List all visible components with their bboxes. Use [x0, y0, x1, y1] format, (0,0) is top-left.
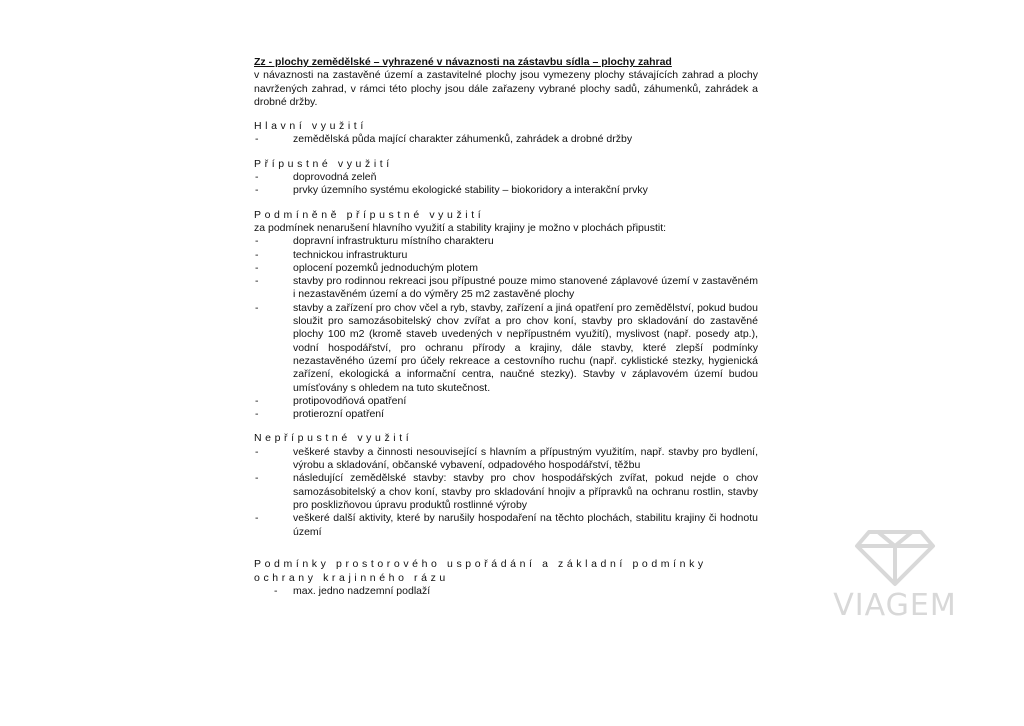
dash-marker: - [255, 301, 259, 314]
section-heading-prohibited-use: Nepřípustné využití [254, 432, 413, 445]
list-item [254, 171, 758, 184]
list-item [254, 249, 758, 262]
dash-marker: - [255, 235, 259, 248]
list-item-text: doprovodná zeleň [293, 171, 377, 184]
list-item-text: oplocení pozemků jednoduchým plotem [293, 261, 479, 274]
section-heading-permitted-use: Přípustné využití [254, 157, 393, 170]
list-item-text: zemědělská půda mající charakter záhumenků, zahrádek a drobné držby [293, 133, 633, 146]
list-item-text: technickou infrastrukturu [293, 248, 408, 261]
watermark-text: VIAGEM [833, 588, 957, 623]
dash-marker: - [255, 261, 259, 274]
list-item-text: následující zemědělské stavby: stavby pro chov hospodářských zvířat, pokud nejde o chov samozásobitelský a chov koní, stavby pro skladování hnojiv a přípravků na ochranu rostlin, stavby pro posklizňovou úpravu produktů rostlinné výroby [293, 472, 758, 511]
dash-marker: - [255, 248, 259, 261]
list-item-text: prvky územního systému ekologické stability – biokoridory a interakční prvky [293, 184, 648, 197]
dash-marker: - [274, 584, 278, 597]
list-item [254, 585, 758, 598]
list-item [254, 408, 758, 421]
list-item-text: stavby a zařízení pro chov včel a ryb, stavby, zařízení a jiná opatření pro zemědělství, pokud budou sloužit pro samozásobitelský chov zvířat a pro chov koní, stavby pro skladování do zastavěné plochy 100 m2 (kromě staveb uvedených v nepřípustném využití), myslivost (např. posedy atp.), vodní hospodářství, pro ochranu přírody a krajiny, dále stavby, které zlepší podmínky nezastavěného území pro účely rekreace a cestovního ruchu (např. cyklistické stezky, hygienická zařízení, ekologická a informační centra, naučné stezky). Stavby v záplavovém území budou umísťovány s ohledem na tuto skutečnost. [293, 301, 758, 394]
diamond-icon [820, 526, 970, 588]
list-item-text: veškeré stavby a činnosti nesouvisející s hlavním a přípustným využitím, např. stavby pro bydlení, výrobu a skladování, občanské vybavení, odpadového hospodářství, těžbu [293, 445, 758, 472]
dash-marker: - [255, 171, 259, 184]
section-heading-spatial-conditions: Podmínky prostorového uspořádání a základní podmínky ochrany krajinného rázu [254, 557, 707, 584]
section-heading-main-use: Hlavní využití [254, 120, 367, 133]
dash-marker: - [255, 275, 259, 288]
list-item [254, 262, 758, 275]
section-intro: za podmínek nenarušení hlavního využití a stability krajiny je možno v plochách připustit: [254, 221, 667, 234]
list-item-text: protipovodňová opatření [293, 394, 407, 407]
list-item [254, 512, 758, 539]
list-item [254, 302, 758, 395]
dash-marker: - [255, 133, 259, 146]
dash-marker: - [255, 184, 259, 197]
list-item-text: max. jedno nadzemní podlaží [293, 584, 431, 597]
dash-marker: - [255, 512, 259, 525]
list-item [254, 133, 758, 146]
list-item [254, 235, 758, 248]
section-heading-conditional-use: Podmíněně přípustné využití [254, 208, 485, 221]
watermark-logo [820, 526, 970, 626]
dash-marker: - [255, 394, 259, 407]
list-item [254, 395, 758, 408]
list-item [254, 446, 758, 473]
list-item-text: dopravní infrastrukturu místního charakteru [293, 235, 494, 248]
dash-marker: - [255, 445, 259, 458]
document-page [254, 56, 758, 598]
list-item-text: protierozní opatření [293, 408, 385, 421]
list-item-text: stavby pro rodinnou rekreaci jsou přípustné pouze mimo stanovené záplavové území v zastavěném i nezastavěném území a do výměry 25 m2 zastavěné plochy [293, 275, 758, 301]
document-title: Zz - plochy zemědělské – vyhrazené v návaznosti na zástavbu sídla – plochy zahrad [254, 56, 672, 68]
document-intro: v návaznosti na zastavěné území a zastavitelné plochy jsou vymezeny plochy stávajících zahrad a plochy navržených zahrad, v rámci této plochy jsou dále zařazeny vybrané plochy sadů, záhumenků, zahrádek a drobné držby. [254, 69, 758, 108]
list-item [254, 184, 758, 197]
list-item [254, 275, 758, 302]
dash-marker: - [255, 408, 259, 421]
list-item [254, 472, 758, 512]
dash-marker: - [255, 472, 259, 485]
list-item-text: veškeré další aktivity, které by narušily hospodaření na těchto plochách, stabilitu krajiny či hodnotu území [293, 512, 758, 538]
